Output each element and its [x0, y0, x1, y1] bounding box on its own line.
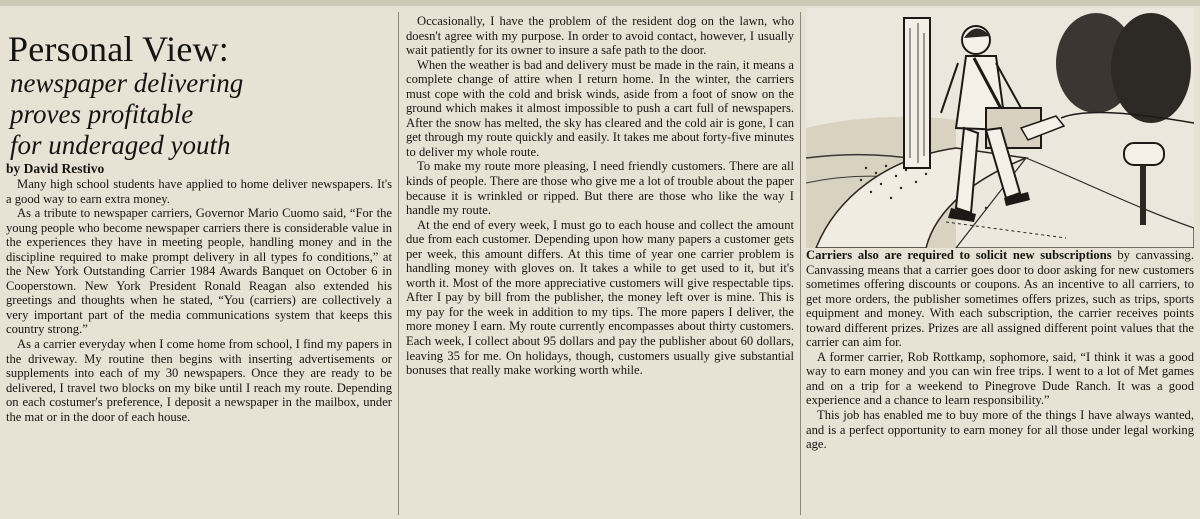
column-2 [406, 14, 794, 513]
headline: Personal View: [8, 29, 229, 69]
newspaper-carrier-illustration [806, 8, 1194, 248]
subhead-line-3: for underaged youth [10, 130, 231, 160]
column-divider [398, 12, 399, 515]
paragraph: A former carrier, Rob Rottkamp, sophomore, said, “I think it was a good way to earn money and you can win free trips. I went to a lot of Met games and on a trip for a weekend to Pinegrove Dude Ranch. It was a good experience and a chance to learn responsibility.” [806, 349, 1194, 408]
paragraph: When the weather is bad and delivery must be made in the rain, it means a complete change of attire when I return home. In the winter, the carriers must cope with the cold and brisk winds, aside from a foot of snow on the ground which makes it almost impossible to push a cart full of newspapers. After the snow has melted, the sky has cleared and the cold air is gone, I can get through my route quickly and easily. It takes me about forty-five minutes to deliver my whole route. [406, 57, 794, 159]
caption-paragraph [806, 248, 1194, 350]
byline: by David Restivo [6, 161, 105, 176]
paragraph: At the end of every week, I must go to each house and collect the amount due from each customer. Depending upon how many papers a customer gets per week, this amount differs. At this time of year one carrier problem is handling money with gloves on. It takes a while to get used to it, but it's worth it. Most of the more appreciative customers will give respectable tips. After I pay by bill from the publisher, the money left over is mine. This is my pay for the week in addition to my tips. The more papers I deliver, the more money I earn. My route currently encompasses about thirty customers. Each week, I collect about 95 dollars and pay the publisher about 60 dollars, leaving 35 for me. On holidays, though, customers usually give substantial bonuses that really make working worth while. [406, 217, 794, 378]
subhead-line-1: newspaper delivering [10, 68, 244, 98]
column-1 [6, 14, 392, 513]
paragraph: As a carrier everyday when I come home from school, I find my papers in the driveway. My routine then begins with inserting advertisements or supplements into each of my 30 newspapers. Once they are ready to be delivered, I travel two blocks on my bike until I reach my route. Depending on each costumer's preference, I deposit a newspaper in the mailbox, under the mat or in the door of each house. [6, 337, 392, 424]
column-3 [806, 6, 1194, 513]
paragraph: To make my route more pleasing, I need friendly customers. There are all kinds of people. There are those who give me a lot of trouble about the paper because it is wrinkled or ripped. But there are those who like the way I handle my route. [406, 159, 794, 218]
subhead-line-2: proves profitable [10, 99, 194, 129]
column-divider [800, 12, 801, 515]
caption-text: by canvassing. Canvassing means that a carrier goes door to door asking for new customers sometimes offering discounts or coupons. As an incentive to all carriers, to get more orders, the publisher sometimes offers prizes, such as trips, sports equipment and money. With each subscription, the carrier receives points toward different prizes. Prizes are all assigned different point values that the carrier can aim for. [806, 248, 1194, 350]
paragraph: Many high school students have applied to home deliver newspapers. It's a good way to earn extra money. [6, 177, 392, 206]
paragraph: This job has enabled me to buy more of the things I have always wanted, and is a perfect opportunity to earn money for all those under legal working age. [806, 408, 1194, 452]
caption-lead: Carriers also are required to solicit new subscriptions [806, 248, 1112, 262]
paragraph: Occasionally, I have the problem of the resident dog on the lawn, who doesn't agree with my purpose. In order to avoid contact, however, I usually wait patiently for its owner to insure a safe path to the door. [406, 14, 794, 58]
paragraph: As a tribute to newspaper carriers, Governor Mario Cuomo said, “For the young people who become newspaper carriers there is considerable value in the experiences they have in meeting people, handling money and in the discipline required to make prompt delivery in all types fo conditions,” at the New York Outstanding Carrier 1984 Awards Banquet on October 6 in Cooperstown. New York President Ronald Reagan also extended his greetings and thoughts when he stated, “You (carriers) are collectively a very important part of the media communications system that keeps this country strong.” [6, 206, 392, 337]
